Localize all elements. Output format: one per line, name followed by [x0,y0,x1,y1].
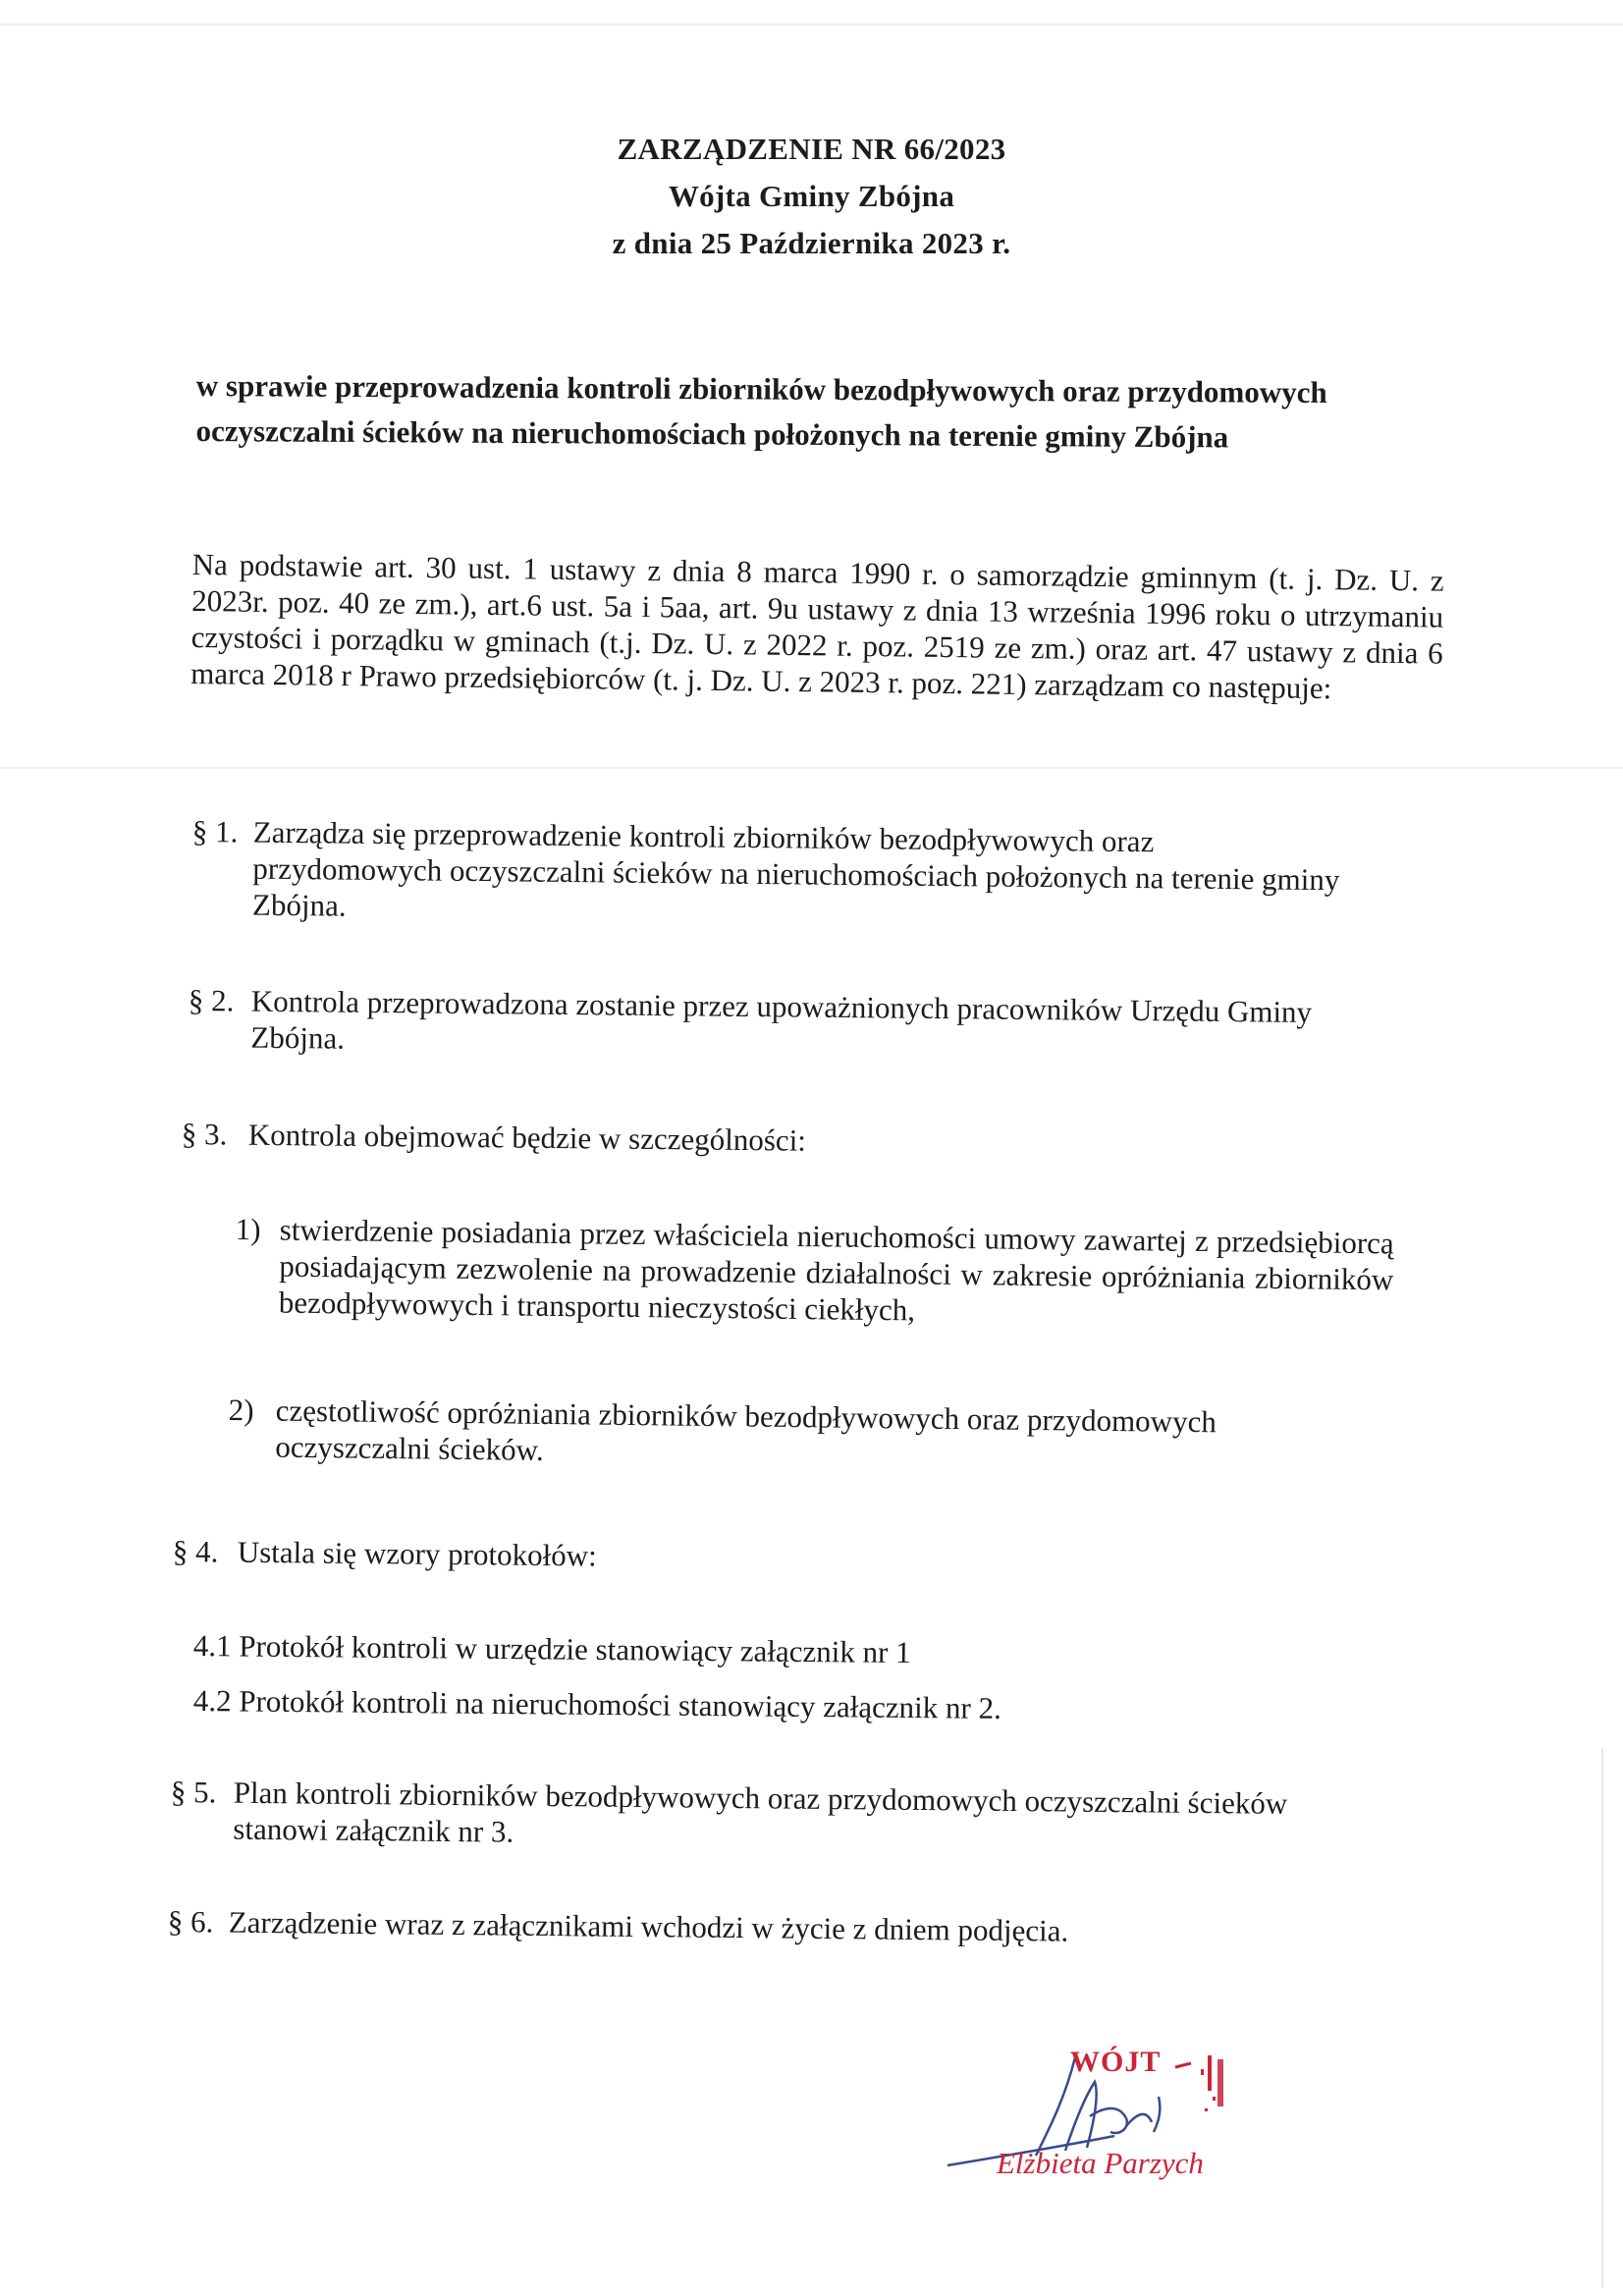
list-item-text: stwierdzenie posiadania przez właściciela nieruchomości umowy zawartej z przedsiębiorcą posiadającym zezwolenie na prowadzenie działalności w zakresie opróżniania zbiorników bezodpływowych i transportu nieczystości ciekłych, [278,1212,1394,1328]
paragraph-4 [173,1533,1331,1581]
paragraph-symbol: § 5. [170,1775,217,1810]
paragraph-symbol: § 2. [188,982,235,1018]
document-subject: w sprawie przeprowadzenia kontroli zbiorników bezodpływowych oraz przydomowych oczyszczalni ścieków na nieruchomościach położonych na terenie gminy Zbójna [195,367,1327,455]
list-item-number: 2) [228,1392,254,1428]
list-item-1 [235,1211,1394,1334]
issuer: Wójta Gminy Zbójna [668,179,955,213]
template-4-2: 4.2 Protokół kontroli na nieruchomości stanowiący załącznik nr 2. [192,1683,1001,1725]
issue-date: z dnia 25 Października 2023 r. [612,226,1011,260]
paragraph-1 [191,813,1351,934]
paragraph-symbol: § 6. [167,1904,214,1940]
scan-artifact-line [0,767,1623,769]
scan-artifact-edge [1601,1748,1603,2288]
list-item-2 [228,1392,1328,1478]
paragraph-text: Kontrola obejmować będzie w szczególności: [247,1117,807,1158]
paragraph-6 [168,1903,1366,1952]
paragraph-text: Zarządzenie wraz z załącznikami wchodzi w życie z dniem podjęcia. [228,1904,1069,1948]
paragraph-text: Ustala się wzory protokołów: [237,1534,597,1573]
paragraph-3 [182,1116,1340,1164]
paragraph-text: Zarządza się przeprowadzenie kontroli zbiorników bezodpływowych oraz przydomowych oczyszczalni ścieków na nieruchomościach położonych na terenie gminy Zbójna. [251,814,1340,923]
paragraph-symbol: § 3. [181,1117,228,1152]
paragraph-symbol: § 1. [191,813,239,849]
paragraph-text: Kontrola przeprowadzona zostanie przez upoważnionych pracowników Urzędu Gminy Zbójna. [250,983,1313,1056]
template-4-1: 4.1 Protokół kontroli w urzędzie stanowiący załącznik nr 1 [192,1628,911,1670]
signature-title: WÓJT [1070,2046,1162,2078]
signatory-name: Elżbieta Parzych [997,2146,1204,2180]
paragraph-symbol: § 4. [172,1534,219,1569]
paragraph-2 [188,982,1347,1066]
signature-stamp [918,2038,1271,2185]
paragraph-5 [170,1774,1311,1858]
ordinance-number: ZARZĄDZENIE NR 66/2023 [617,132,1006,166]
list-item-number: 1) [235,1211,261,1247]
paragraph-text: Plan kontroli zbiorników bezodpływowych oraz przydomowych oczyszczalni ścieków stanowi załącznik nr 3. [233,1775,1311,1849]
document-header [0,126,1623,267]
legal-basis: Na podstawie art. 30 ust. 1 ustawy z dnia 8 marca 1990 r. o samorządzie gminnym (t. j. Dz. U. z 2023r. poz. 40 ze zm.), art.6 ust. 5a i 5aa, art. 9u ustawy z dnia 13 września 1996 roku o utrzymaniu czystości i porządku w gminach (t.j. Dz. U. z 2022 r. poz. 2519 ze zm.) oraz art. 47 ustawy z dnia 6 marca 2018 r Prawo przedsiębiorców (t. j. Dz. U. z 2023 r. poz. 221) zarządzam co następuje: [190,546,1444,706]
scan-artifact-line [0,24,1623,26]
list-item-text: częstotliwość opróżniania zbiorników bezodpływowych oraz przydomowych oczyszczalni ścieków. [275,1393,1217,1467]
